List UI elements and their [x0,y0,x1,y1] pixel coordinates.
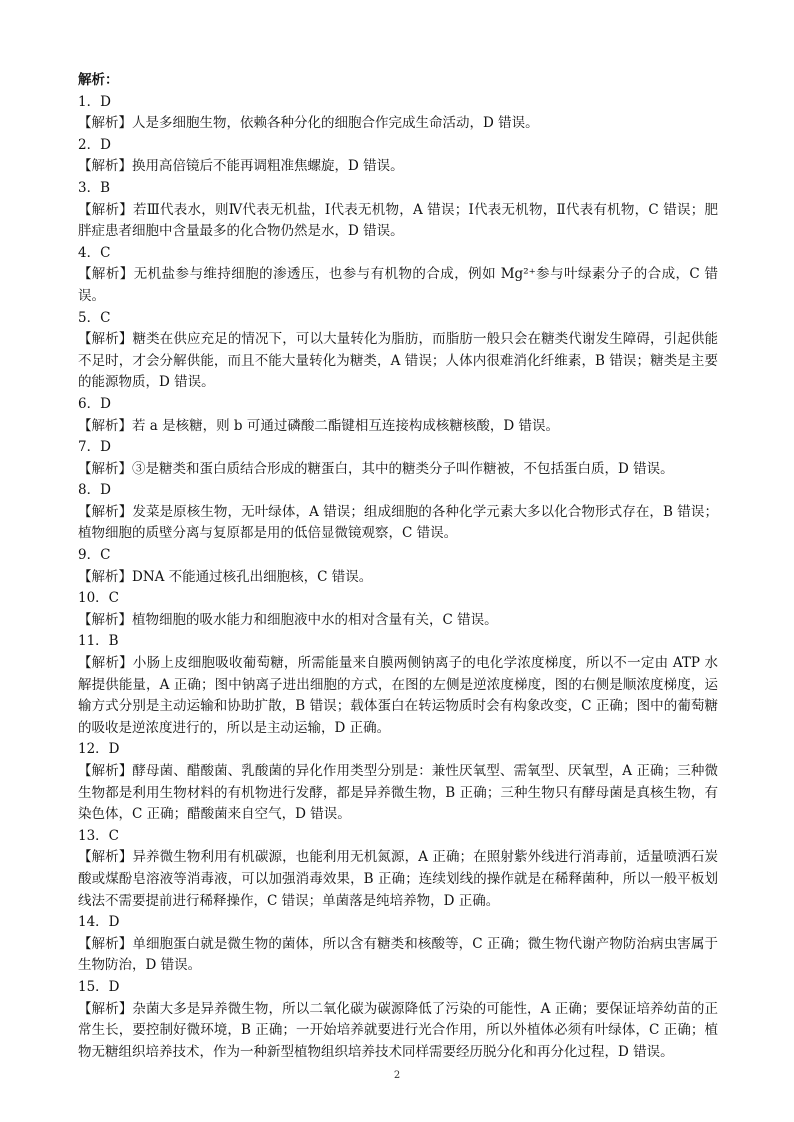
question-explanation: 【解析】换用高倍镜后不能再调粗准焦螺旋，D 错误。 [78,158,404,175]
question-explanation: 【解析】无机盐参与维持细胞的渗透压，也参与有机物的合成，例如 Mg²⁺参与叶绿素分子的合成，C 错误。 [78,266,718,304]
question-explanation: 【解析】若Ⅲ代表水，则Ⅳ代表无机盐，Ⅰ代表无机物，A 错误；Ⅰ代表无机物，Ⅱ代表有机物，C 错误；肥胖症患者细胞中含量最多的化合物仍然是水，D 错误。 [78,201,718,240]
question-number: 6．D [78,395,111,412]
question-explanation: 【解析】若 a 是核糖，则 b 可通过磷酸二酯键相互连接构成核糖核酸，D 错误。 [78,417,559,434]
question-number: 3．B [78,179,111,196]
question-number: 10．C [78,590,120,607]
question-number: 11．B [78,633,119,650]
question-number: 5．C [78,309,111,326]
question-explanation: 【解析】异养微生物利用有机碳源，也能利用无机氮源，A 正确；在照射紫外线进行消毒前，适量喷洒石炭酸或煤酚皂溶液等消毒液，可以加强消毒效果，B 正确；连续划线的操作就是在稀释菌种，所以一般平板划线法不需要提前进行稀释操作，C 错误；单菌落是纯培养物，D 正确。 [78,849,718,909]
question-number: 4．C [78,244,111,261]
page-number: 2 [393,1070,401,1081]
question-number: 14．D [78,914,120,931]
question-explanation: 【解析】单细胞蛋白就是微生物的菌体，所以含有糖类和核酸等，C 正确；微生物代谢产物防治病虫害属于生物防治，D 错误。 [78,935,718,974]
question-number: 9．C [78,547,111,564]
question-number: 2．D [78,136,111,153]
question-list [78,92,718,1064]
question-number: 7．D [78,439,111,456]
question-number: 12．D [78,741,120,758]
section-heading: 解析： [78,72,119,88]
question-explanation: 【解析】杂菌大多是异养微生物，所以二氧化碳为碳源降低了污染的可能性，A 正确；要保证培养幼苗的正常生长，要控制好微环境，B 正确；一开始培养就要进行光合作用，所以外植体必须有叶绿体，C 正确；植物无糖组织培养技术，作为一种新型植物组织培养技术同样需要经历脱分化和再分化过程，D 错误。 [78,1000,718,1060]
question-number: 15．D [78,978,120,995]
question-explanation: 【解析】酵母菌、醋酸菌、乳酸菌的异化作用类型分别是：兼性厌氧型、需氧型、厌氧型，A 正确；三种微生物都是利用生物材料的有机物进行发酵，都是异养微生物，B 正确；三种生物只有酵母菌是真核生物，有染色体，C 正确；醋酸菌来自空气，D 错误。 [78,763,718,823]
question-explanation: 【解析】小肠上皮细胞吸收葡萄糖，所需能量来自膜两侧钠离子的电化学浓度梯度，所以不一定由 ATP 水解提供能量，A 正确；图中钠离子进出细胞的方式，在图的左侧是逆浓度梯度，图的右侧是顺浓度梯度，运输方式分别是主动运输和协助扩散，B 错误；载体蛋白在转运物质时会有构象改变，C 正确；图中的葡萄糖的吸收是逆浓度进行的，所以是主动运输，D 正确。 [78,655,718,736]
question-explanation: 【解析】糖类在供应充足的情况下，可以大量转化为脂肪，而脂肪一般只会在糖类代谢发生障碍，引起供能不足时，才会分解供能，而且不能大量转化为糖类，A 错误；人体内很难消化纤维素，B 错误；糖类是主要的能源物质，D 错误。 [78,331,718,391]
question-explanation: 【解析】发菜是原核生物，无叶绿体，A 错误；组成细胞的各种化学元素大多以化合物形式存在，B 错误；植物细胞的质壁分离与复原都是用的低倍显微镜观察，C 错误。 [78,503,718,542]
question-number: 13．C [78,827,120,844]
document-body [78,70,718,1063]
question-number: 1．D [78,93,111,110]
question-number: 8．D [78,482,111,499]
question-explanation: 【解析】人是多细胞生物，依赖各种分化的细胞合作完成生命活动，D 错误。 [78,115,539,132]
question-explanation: 【解析】DNA 不能通过核孔出细胞核，C 错误。 [78,568,373,585]
question-explanation: 【解析】植物细胞的吸水能力和细胞液中水的相对含量有关，C 错误。 [78,611,498,628]
question-explanation: 【解析】③是糖类和蛋白质结合形成的糖蛋白，其中的糖类分子叫作糖被，不包括蛋白质，D 错误。 [78,460,674,477]
